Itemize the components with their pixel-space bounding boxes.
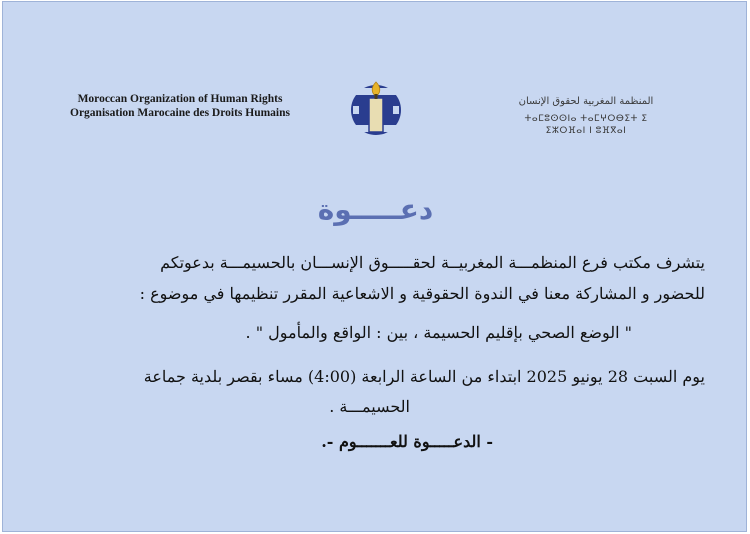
invitation-footer: - الدعـــــوة للعـــــــوم -. (321, 432, 493, 451)
invitation-title: دعـــــوة (317, 193, 434, 226)
invitation-card (2, 1, 747, 532)
logo-candle (369, 98, 383, 132)
org-name-tifinagh: ⵜⴰⵎⵓⵙⵙⵏⴰ ⵜⴰⵎⵖⵔⴱⵉⵜ ⵉ ⵉⵣⵔⴼⴰⵏ ⵏ ⵓⴼⴳⴰⵏ (524, 114, 648, 136)
logo-wick (375, 94, 378, 99)
org-name-arabic: المنظمة المغربية لحقوق الإنسان (518, 96, 654, 107)
logo-notch-right (393, 106, 399, 114)
candle-in-circle-logo-icon (339, 78, 413, 138)
org-name-fr-line: Organisation Marocaine des Droits Humains (70, 107, 290, 119)
invitation-topic: " الوضع الصحي بإقليم الحسيمة ، بين : الواقع والمأمول " . (245, 323, 632, 342)
org-name-english (45, 92, 315, 120)
org-name-en-line: Moroccan Organization of Human Rights (77, 93, 283, 105)
invitation-line-1: يتشرف مكتب فرع المنظمـــة المغربيــة لحقـــــوق الإنســـان بالحسيمـــة بدعوتكم (160, 253, 705, 272)
invitation-date-line: يوم السبت 28 يونيو 2025 ابتداء من الساعة الرابعة (4:00) مساء بقصر بلدية جماعة (143, 367, 705, 386)
invitation-line-2: للحضور و المشاركة معنا في الندوة الحقوقية و الاشعاعية المقرر تنظيمها في موضوع : (139, 284, 705, 303)
logo-flame (372, 82, 380, 96)
logo-notch-left (353, 106, 359, 114)
invitation-date-line-2: الحسيمـــة . (329, 397, 410, 416)
